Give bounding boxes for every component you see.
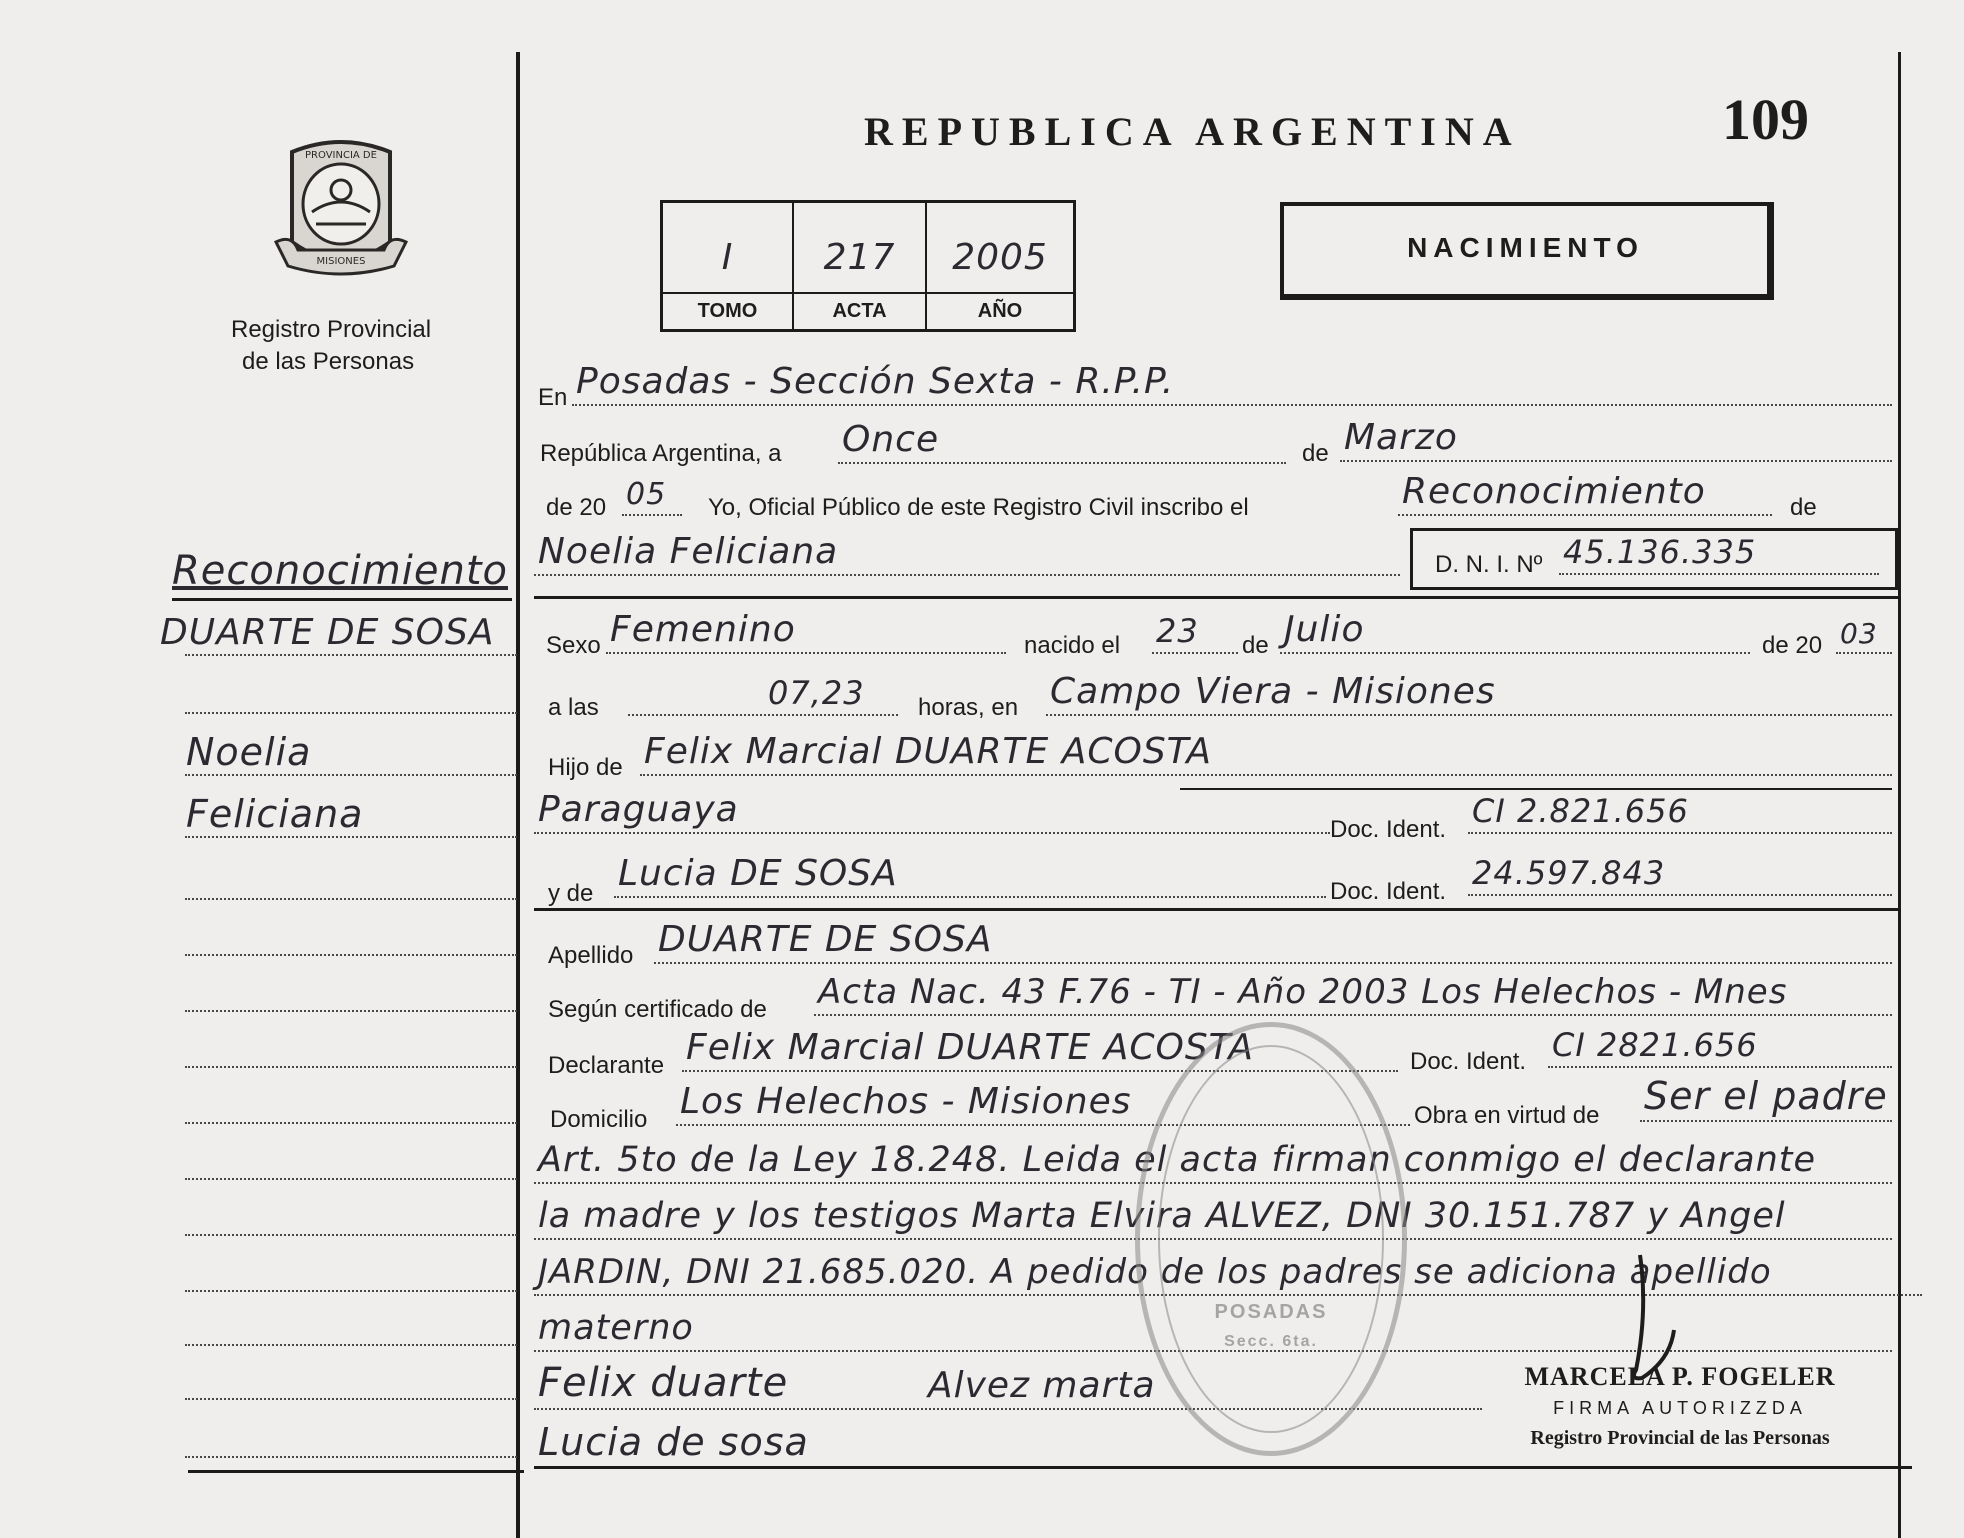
page-number: 109	[1722, 87, 1809, 152]
document-title: REPUBLICA ARGENTINA	[864, 109, 1521, 154]
de2-label: de	[1790, 494, 1817, 521]
tomo-cell	[663, 203, 794, 329]
margin-line	[185, 1178, 517, 1180]
father-nationality-value: Paraguaya	[538, 789, 739, 830]
birth-place-value: Campo Viera - Misiones	[1050, 671, 1496, 712]
margin-note: Reconocimiento	[172, 548, 508, 594]
birth-year-value: 03	[1840, 617, 1878, 650]
section-rule	[534, 596, 1898, 599]
sexo-field	[606, 609, 1006, 654]
apellido-field	[654, 918, 1892, 964]
observations-line4: materno	[538, 1308, 694, 1348]
person-name-field	[534, 531, 1400, 576]
yde-label: y de	[548, 880, 594, 907]
year-label: de 20	[546, 494, 607, 521]
margin-name1: Noelia	[186, 730, 312, 774]
margin-divider	[516, 52, 520, 1538]
birth-year-field	[1836, 616, 1892, 654]
person-name-value: Noelia Feliciana	[538, 531, 839, 572]
doc-ident-label: Doc. Ident.	[1330, 816, 1447, 843]
day-field	[838, 419, 1286, 464]
apellido-value: DUARTE DE SOSA	[658, 919, 993, 960]
stamp-inner-ring	[1158, 1045, 1384, 1433]
officer-text: Yo, Oficial Público de este Registro Civil inscribo el	[708, 494, 1249, 521]
dni-value: 45.136.335	[1563, 533, 1757, 571]
margin-line	[185, 1344, 517, 1346]
mother-doc-field	[1468, 856, 1892, 896]
anio-cell	[927, 203, 1073, 329]
margin-bottom-rule	[188, 1470, 524, 1473]
svg-text:MISIONES: MISIONES	[316, 256, 366, 267]
birth-month-field	[1280, 609, 1750, 654]
obra-label: Obra en virtud de	[1414, 1102, 1600, 1129]
acta-label: ACTA	[794, 292, 925, 323]
document-type: NACIMIENTO	[1407, 232, 1644, 263]
section-rule	[1180, 788, 1892, 790]
margin-line	[185, 712, 517, 714]
month-value: Marzo	[1344, 417, 1458, 458]
margin-line	[172, 598, 512, 601]
month-field	[1340, 417, 1892, 462]
dni-field	[1559, 533, 1879, 575]
official-stamp	[1135, 1022, 1407, 1456]
apellido-label: Apellido	[548, 942, 634, 969]
birth-month-value: Julio	[1284, 609, 1365, 650]
obra-field	[1640, 1074, 1892, 1122]
year-value: 05	[626, 477, 667, 512]
margin-line	[185, 1398, 517, 1400]
year-field	[622, 477, 682, 516]
document-type-box	[1280, 202, 1774, 300]
father-doc-value: CI 2.821.656	[1472, 792, 1689, 830]
horas-label: horas, en	[918, 694, 1019, 721]
margin-line	[185, 836, 517, 838]
en-label: En	[538, 384, 568, 411]
father-doc-field	[1468, 792, 1892, 834]
dni-box	[1410, 528, 1898, 590]
hijo-label: Hijo de	[548, 754, 623, 781]
sexo-value: Femenino	[610, 609, 796, 650]
doc-ident-label: Doc. Ident.	[1330, 878, 1447, 905]
act-type-value: Reconocimiento	[1402, 471, 1706, 512]
obra-value: Ser el padre	[1644, 1074, 1888, 1118]
dni-label: D. N. I. Nº	[1435, 551, 1543, 578]
de20-label: de 20	[1762, 632, 1823, 659]
stamp-city: POSADAS	[1214, 1301, 1328, 1323]
margin-line	[185, 1456, 517, 1458]
acta-value: 217	[823, 237, 896, 278]
bottom-rule	[534, 1466, 1912, 1469]
observations-line2: la madre y los testigos Marta Elvira ALVEZ, DNI 30.151.787 y Angel	[538, 1196, 1786, 1236]
birth-place-field	[1046, 670, 1892, 716]
margin-line	[185, 774, 517, 776]
margin-surname: DUARTE DE SOSA	[160, 612, 495, 653]
margin-name2: Feliciana	[186, 792, 364, 836]
nacido-label: nacido el	[1024, 632, 1121, 659]
margin-line	[185, 1122, 517, 1124]
official-name: MARCELA P. FOGELER	[1524, 1362, 1836, 1391]
signature-mother: Lucia de sosa	[538, 1420, 809, 1464]
declarante-doc-value: CI 2821.656	[1552, 1026, 1758, 1064]
acta-cell	[794, 203, 927, 329]
republic-label: República Argentina, a	[540, 440, 782, 467]
day-value: Once	[842, 419, 940, 460]
margin-line	[185, 1066, 517, 1068]
certificado-value: Acta Nac. 43 F.76 - TI - Año 2003 Los Helechos - Mnes	[818, 972, 1788, 1012]
declarante-doc-field	[1548, 1026, 1892, 1068]
mother-value: Lucia DE SOSA	[618, 853, 898, 894]
de-label: de	[1302, 440, 1329, 467]
anio-label: AÑO	[927, 292, 1073, 323]
tomo-label: TOMO	[663, 292, 792, 323]
margin-line	[185, 1290, 517, 1292]
tomo-value: I	[721, 237, 734, 278]
office-name-line1: Registro Provincial	[231, 316, 432, 343]
office-name-line2: de las Personas	[242, 348, 415, 375]
de3-label: de	[1242, 632, 1269, 659]
margin-line	[185, 898, 517, 900]
signature-father: Felix duarte	[538, 1360, 789, 1406]
father-field	[640, 730, 1892, 776]
declarante-value: Felix Marcial DUARTE ACOSTA	[686, 1027, 1254, 1068]
margin-line	[185, 954, 517, 956]
section-rule	[534, 908, 1898, 911]
official-role: FIRMA AUTORIZZDA	[1553, 1398, 1807, 1418]
margin-line	[185, 1234, 517, 1236]
signature-witness: Alvez marta	[928, 1365, 1156, 1406]
official-office: Registro Provincial de las Personas	[1530, 1427, 1830, 1449]
anio-value: 2005	[952, 237, 1048, 278]
register-box	[660, 200, 1076, 332]
right-border	[1898, 52, 1901, 1538]
birth-day-field	[1152, 612, 1238, 654]
sexo-label: Sexo	[546, 632, 601, 659]
alas-label: a las	[548, 694, 599, 721]
birth-time-field	[628, 676, 898, 716]
doc-ident-label: Doc. Ident.	[1410, 1048, 1527, 1075]
domicilio-value: Los Helechos - Misiones	[680, 1081, 1132, 1122]
margin-line	[185, 1010, 517, 1012]
place-field	[572, 361, 1892, 406]
act-type-field	[1398, 470, 1772, 516]
certificado-field	[814, 970, 1892, 1016]
birth-time-value: 07,23	[768, 674, 865, 712]
place-value: Posadas - Sección Sexta - R.P.P.	[576, 361, 1175, 402]
mother-doc-value: 24.597.843	[1472, 854, 1666, 892]
margin-line	[185, 654, 517, 656]
father-value: Felix Marcial DUARTE ACOSTA	[644, 731, 1212, 772]
birth-day-value: 23	[1156, 612, 1199, 650]
observations-line3: JARDIN, DNI 21.685.020. A pedido de los padres se adiciona apellido	[538, 1252, 1772, 1292]
domicilio-label: Domicilio	[550, 1106, 648, 1133]
authorized-signature-block	[1480, 1362, 1880, 1450]
segun-label: Según certificado de	[548, 996, 767, 1023]
observations-line1: Art. 5to de la Ley 18.248. Leida el acta firman conmigo el declarante	[538, 1140, 1817, 1180]
svg-text:PROVINCIA DE: PROVINCIA DE	[305, 150, 377, 161]
declarante-label: Declarante	[548, 1052, 665, 1079]
province-crest-seal	[272, 138, 410, 286]
father-nationality-field	[534, 789, 1330, 834]
mother-field	[614, 853, 1326, 898]
stamp-section: Secc. 6ta.	[1224, 1333, 1318, 1350]
